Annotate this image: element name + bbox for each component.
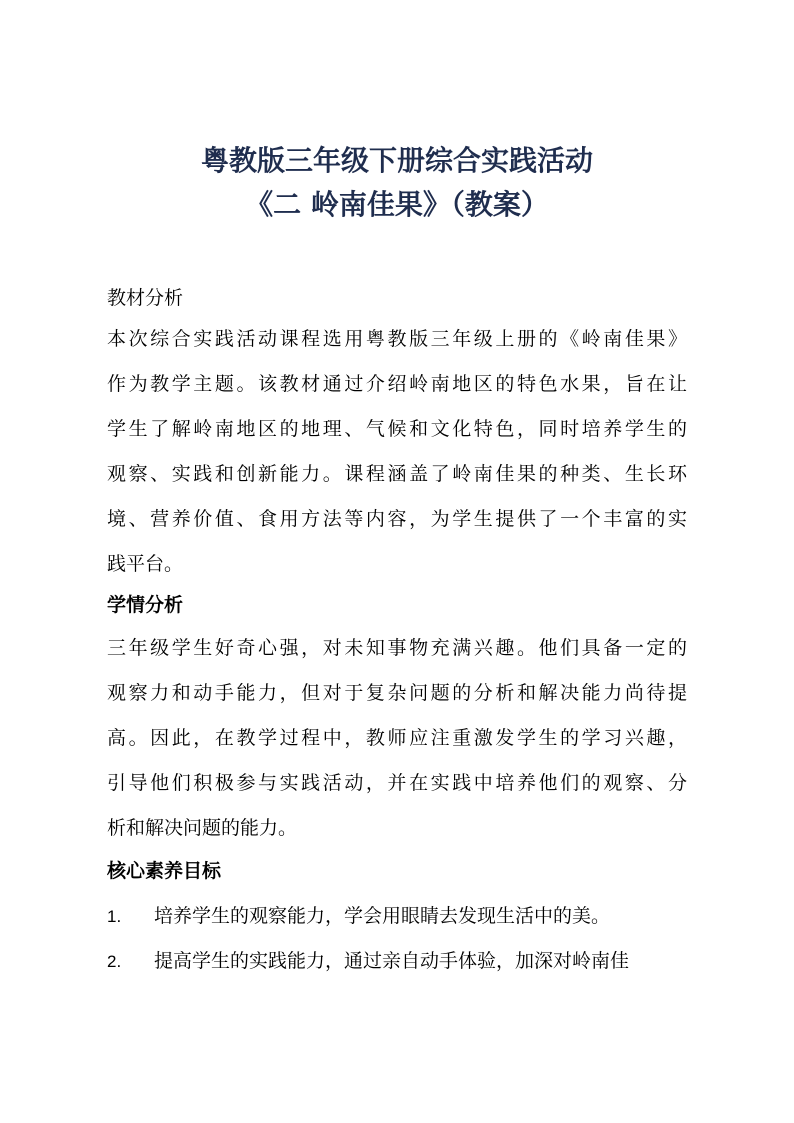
paragraph-line: 境、营养价值、食用方法等内容，为学生提供了一个丰富的实 (107, 508, 687, 530)
list-item (107, 952, 687, 971)
paragraph-line: 作为教学主题。该教材通过介绍岭南地区的特色水果，旨在让 (107, 373, 687, 395)
paragraph-learner-analysis (107, 626, 687, 851)
list-item-number: 1. (107, 907, 122, 926)
paragraph-line: 高。因此，在教学过程中，教师应注重激发学生的学习兴趣， (107, 727, 687, 749)
section-heading-learner-analysis: 学情分析 (107, 594, 184, 616)
paragraph-line: 三年级学生好奇心强，对未知事物充满兴趣。他们具备一定的 (107, 637, 687, 659)
list-item-number: 2. (107, 952, 122, 971)
section-heading-core-competency-goals: 核心素养目标 (107, 860, 222, 882)
list-item-text: 培养学生的观察能力，学会用眼睛去发现生活中的美。 (154, 905, 611, 927)
section-heading-textbook-analysis: 教材分析 (107, 287, 184, 309)
paragraph-textbook-analysis (107, 317, 687, 587)
document-title-line-2: 《二 岭南佳果》（教案） (245, 188, 549, 221)
list-item (107, 907, 687, 926)
paragraph-line: 观察、实践和创新能力。课程涵盖了岭南佳果的种类、生长环 (107, 463, 687, 485)
paragraph-line: 本次综合实践活动课程选用粤教版三年级上册的《岭南佳果》 (107, 328, 687, 350)
paragraph-line: 析和解决问题的能力。 (107, 817, 298, 839)
paragraph-line: 学生了解岭南地区的地理、气候和文化特色，同时培养学生的 (107, 418, 687, 440)
list-item-text: 提高学生的实践能力，通过亲自动手体验，加深对岭南佳 (154, 950, 630, 972)
paragraph-line: 观察力和动手能力，但对于复杂问题的分析和解决能力尚待提 (107, 682, 687, 704)
document-title-line-1: 粤教版三年级下册综合实践活动 (200, 144, 593, 177)
paragraph-line: 践平台。 (107, 553, 184, 575)
paragraph-line: 引导他们积极参与实践活动，并在实践中培养他们的观察、分 (107, 772, 687, 794)
